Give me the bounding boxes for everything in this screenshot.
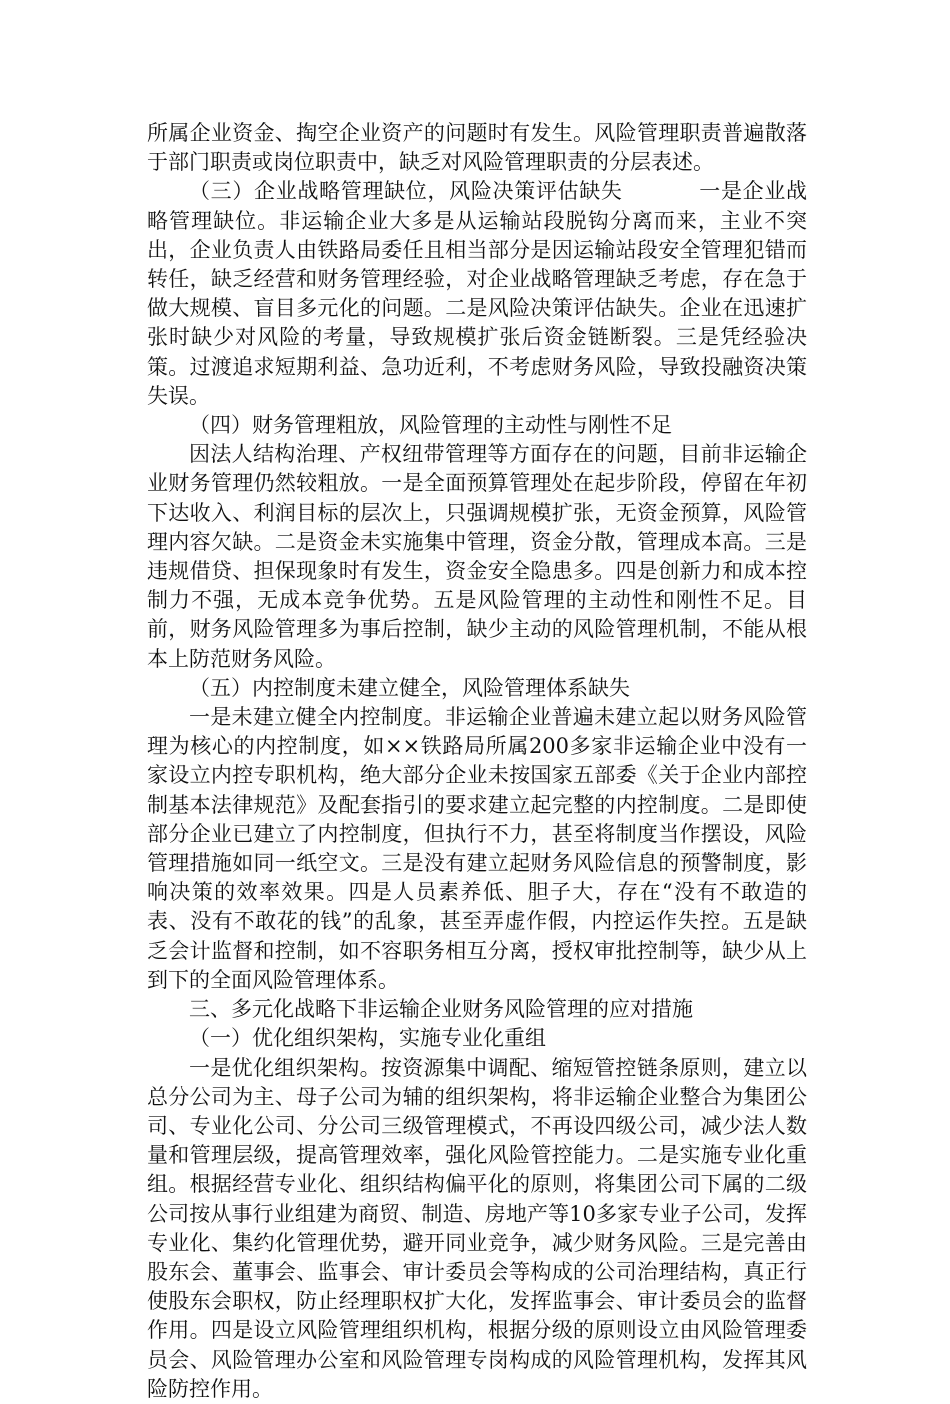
document-page [147, 119, 807, 1404]
section-heading-3: （三）企业战略管理缺位，风险决策评估缺失 [189, 179, 623, 204]
paragraph-5: 一是未建立健全内控制度。非运输企业普遍未建立起以财务风险管理为核心的内控制度，如××铁路局所属200多家非运输企业中没有一家设立内控专职机构，绝大部分企业未按国家五部委《关于企业内部控制基本法律规范》及配套指引的要求建立起完整的内控制度。二是即使部分企业已建立了内控制度，但执行不力，甚至将制度当作摆设，风险管理措施如同一纸空文。三是没有建立起财务风险信息的预警制度，影响决策的效率效果。四是人员素养低、胆子大，存在“没有不敢造的表、没有不敢花的钱”的乱象，甚至弄虚作假，内控运作失控。五是缺乏会计监督和控制，如不容职务相互分离，授权审批控制等，缺少从上到下的全面风险管理体系。 [147, 705, 807, 992]
paragraph-4: 因法人结构治理、产权纽带管理等方面存在的问题，目前非运输企业财务管理仍然较粗放。一是全面预算管理处在起步阶段，停留在年初下达收入、利润目标的层次上，只强调规模扩张，无资金预算，风险管理内容欠缺。二是资金未实施集中管理，资金分散，管理成本高。三是违规借贷、担保现象时有发生，资金安全隐患多。四是创新力和成本控制力不强，无成本竞争优势。五是风险管理的主动性和刚性不足。目前，财务风险管理多为事后控制，缺少主动的风险管理机制，不能从根本上防范财务风险。 [147, 442, 807, 671]
paragraph-2-body: 一是企业战略管理缺位。非运输企业大多是从运输站段脱钩分离而来，主业不突出，企业负责人由铁路局委任且相当部分是因运输站段安全管理犯错而转任，缺乏经营和财务管理经验，对企业战略管理缺乏考虑，存在急于做大规模、盲目多元化的问题。二是风险决策评估缺失。企业在迅速扩张时缺少对风险的考量，导致规模扩张后资金链断裂。三是凭经验决策。过渡追求短期利益、急功近利，不考虑财务风险，导致投融资决策失误。 [147, 179, 808, 408]
section-heading-5: （五）内控制度未建立健全，风险管理体系缺失 [189, 675, 630, 700]
section-heading-4: （四）财务管理粗放，风险管理的主动性与刚性不足 [189, 413, 672, 438]
paragraph-2 [147, 177, 807, 411]
paragraph-6: 一是优化组织架构。按资源集中调配、缩短管控链条原则，建立以总分公司为主、母子公司为辅的组织架构，将非运输企业整合为集团公司、专业化公司、分公司三级管理模式，不再设四级公司，减少法人数量和管理层级，提高管理效率，强化风险管控能力。二是实施专业化重组。根据经营专业化、组织结构偏平化的原则，将集团公司下属的二级公司按从事行业组建为商贸、制造、房地产等10多家专业子公司，发挥专业化、集约化管理优势，避开同业竞争，减少财务风险。三是完善由股东会、董事会、监事会、审计委员会等构成的公司治理结构，真正行使股东会职权，防止经理职权扩大化，发挥监事会、审计委员会的监督作用。四是设立风险管理组织机构，根据分级的原则设立由风险管理委员会、风险管理办公室和风险管理专岗构成的风险管理机构，发挥其风险防控作用。 [147, 1055, 807, 1401]
section-heading-1: （一）优化组织架构，实施专业化重组 [189, 1026, 546, 1051]
paragraph-1: 所属企业资金、掏空企业资产的问题时有发生。风险管理职责普遍散落于部门职责或岗位职责中，缺乏对风险管理职责的分层表述。 [147, 121, 807, 175]
chapter-heading-3: 三、多元化战略下非运输企业财务风险管理的应对措施 [189, 997, 693, 1022]
